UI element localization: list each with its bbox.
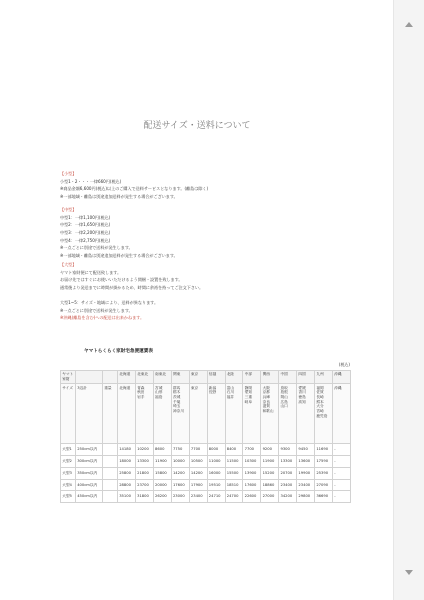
table-cell: 300cm以内 [76,455,103,467]
table-cell: 23400 [297,479,315,491]
table-cell: 7700 [243,444,261,456]
table-cell: 鳥取 島根 岡山 広島 山口 [279,384,297,444]
tax-note: (税込) [338,362,350,367]
table-cell [103,467,118,479]
table-cell: 北東北 [135,371,153,384]
large-line: 通常後より発送までに時間が掛かるため、時間に余裕を持ってご注文下さい。 [60,284,204,290]
table-cell: 17600 [243,479,261,491]
table-cell: 宮城 山形 福島 [153,384,171,444]
table-cell: 22600 [243,491,261,503]
table-cell: 8400 [225,444,243,456]
table-cell: - [333,455,351,467]
table-cell: 27000 [261,491,279,503]
table-cell: 信越 [207,371,225,384]
table-cell [103,455,118,467]
table-cell: 10500 [189,455,207,467]
table-cell: 群馬 栃木 茨城 千葉 埼玉 神奈川 [171,384,189,444]
small-line: 小型1・2・・・一律660円(税込) [60,178,122,184]
table-cell: 大型1 [61,444,76,456]
table-cell: 18510 [225,479,243,491]
table-cell: ヤマト家財 [61,371,76,384]
table-cell: 9300 [279,444,297,456]
table-cell: 中部 [243,371,261,384]
table-cell: 新潟 長野 [207,384,225,444]
table-cell: 東京 [189,384,207,444]
table-cell: 東京 [189,371,207,384]
table-cell: 7750 [171,444,189,456]
table-cell: 31800 [135,491,153,503]
table-cell: 10300 [243,455,261,467]
table-cell: 23400 [189,491,207,503]
table-cell: 450cm以内 [76,491,103,503]
table-cell: 九州 [315,371,333,384]
table-cell: 愛媛 香川 徳島 高知 [297,384,315,444]
medium-heading: 【中型】 [60,207,77,213]
table-cell [103,491,118,503]
table-cell: 10200 [135,444,153,456]
table-cell: 250cm以内 [76,444,103,456]
table-cell: 北海道 [118,384,136,444]
table-cell: - [333,444,351,456]
table-cell: 14180 [118,444,136,456]
large-line: ※沖縄(離島を含む)への配送は出来かねます。 [60,315,145,321]
table-cell: 25800 [118,467,136,479]
table-cell: 13300 [279,455,297,467]
medium-size-section [60,191,390,259]
table-cell: 大阪 京都 兵庫 奈良 滋賀 和歌山 [261,384,279,444]
table-row [61,479,351,491]
table-row [61,467,351,479]
table-cell: 大型2 [61,455,76,467]
rate-table-title: ヤマトらくらく家財宅急便運賃表 [84,349,153,354]
table-cell: 19900 [297,467,315,479]
table-cell: 20000 [153,479,171,491]
table-cell: 13300 [135,455,153,467]
table-cell: 11500 [225,455,243,467]
table-row [61,491,351,503]
vertical-scrollbar[interactable] [393,0,424,600]
table-cell: 中国 [279,371,297,384]
table-cell: 9450 [297,444,315,456]
table-cell: 大型3 [61,467,76,479]
table-cell: 静岡 愛知 三重 岐阜 [243,384,261,444]
table-cell: 青森 秋田 岩手 [135,384,153,444]
table-cell: 沖縄 [333,384,351,444]
table-cell: 25390 [315,467,333,479]
small-line: ※商品金額6,600円(税込)以上のご購入で送料サービスとなります。(離島は除く) [60,186,209,192]
large-line: ※一点ごとに別途で送料が発生します。 [60,307,133,313]
table-cell: 35100 [118,491,136,503]
table-cell: 350cm以内 [76,467,103,479]
table-cell: サイズ [61,384,76,444]
table-cell: 14200 [189,467,207,479]
page-title: 配送サイズ・送料について [143,121,251,131]
large-size-section [60,261,390,322]
table-cell: 福岡 佐賀 長崎 熊本 大分 宮崎 鹿児島 [315,384,333,444]
medium-line: ※一部地域・離島は別途追加送料が発生する場合がございます。 [60,252,178,258]
table-cell: 北陸 [225,371,243,384]
table-cell: 24710 [207,491,225,503]
table-top-header-row [61,371,351,384]
table-cell: 15500 [225,467,243,479]
table-cell: 11690 [315,444,333,456]
medium-line: 中型1：一律1,100円(税込) [60,214,111,220]
table-cell: 11900 [261,455,279,467]
table-cell: 26200 [153,491,171,503]
table-cell: 沖縄 [333,371,351,384]
table-cell: 大型4 [61,479,76,491]
table-cell: 10000 [171,455,189,467]
table-cell: - [333,467,351,479]
table-cell: 8600 [153,444,171,456]
table-cell: 17900 [189,479,207,491]
large-line: お届け先ではすぐにお使いいただけるよう開梱・設置を致します。 [60,277,183,283]
large-line [60,291,390,299]
large-line: ヤマト家財便にて配送致します。 [60,269,122,275]
medium-line: 中型3：一律2,200円(税込) [60,229,111,235]
scroll-down-arrow-icon[interactable] [405,570,413,575]
table-cell: 20700 [279,467,297,479]
table-cell: 17600 [171,479,189,491]
table-cell: 13600 [297,455,315,467]
scroll-up-arrow-icon[interactable] [405,22,413,27]
table-cell: 北海道 [118,371,136,384]
table-cell: 13900 [243,467,261,479]
table-cell: 南東北 [153,371,171,384]
table-cell: 富山 石川 福井 [225,384,243,444]
table-cell: 8000 [207,444,225,456]
table-cell: 大型5 [61,491,76,503]
table-cell: 7700 [189,444,207,456]
table-cell: - [333,479,351,491]
table-region-header-row [61,384,351,444]
large-line: 大型1~5：サイズ・地域により、送料が異なります。 [60,299,159,305]
medium-line: 中型4：一律2,750円(税込) [60,237,111,243]
large-heading: 【大型】 [60,262,77,267]
table-cell: 11000 [207,455,225,467]
table-row [61,455,351,467]
table-cell: 400cm以内 [76,479,103,491]
medium-line: 中型2：一律1,650円(税込) [60,222,111,228]
table-row [61,444,351,456]
small-heading: 【小型】 [60,171,77,176]
table-cell: 34200 [279,491,297,503]
table-cell [103,479,118,491]
table-cell: 14200 [171,467,189,479]
table-cell: 23400 [279,479,297,491]
table-cell: 36690 [315,491,333,503]
table-cell: 四国 [297,371,315,384]
table-cell: 重量 [103,384,118,444]
table-cell: 関東 [171,371,189,384]
table-cell [103,444,118,456]
table-cell: 28800 [118,479,136,491]
table-cell: 15200 [261,467,279,479]
table-cell: 19510 [207,479,225,491]
table-cell: 17590 [315,455,333,467]
table-cell: 15800 [153,467,171,479]
table-cell: 21800 [135,467,153,479]
table-cell: 23700 [135,479,153,491]
table-cell: - [333,491,351,503]
medium-line: ※一点ごとに別途で送料が発生します。 [60,245,133,251]
table-cell: 29800 [297,491,315,503]
table-cell: 16000 [207,467,225,479]
table-cell: 23000 [171,491,189,503]
table-cell: 11900 [153,455,171,467]
table-cell: 9200 [261,444,279,456]
table-cell: 関西 [261,371,279,384]
small-line: ※一部地域・離島は別途追加送料が発生する場合がございます。 [60,193,178,199]
table-cell [76,371,103,384]
table-cell: 18860 [261,479,279,491]
rate-table [60,370,351,503]
table-cell: 27090 [315,479,333,491]
table-cell: 24700 [225,491,243,503]
table-cell: 18000 [118,455,136,467]
table-cell [103,371,118,384]
table-cell: 3辺計 [76,384,103,444]
